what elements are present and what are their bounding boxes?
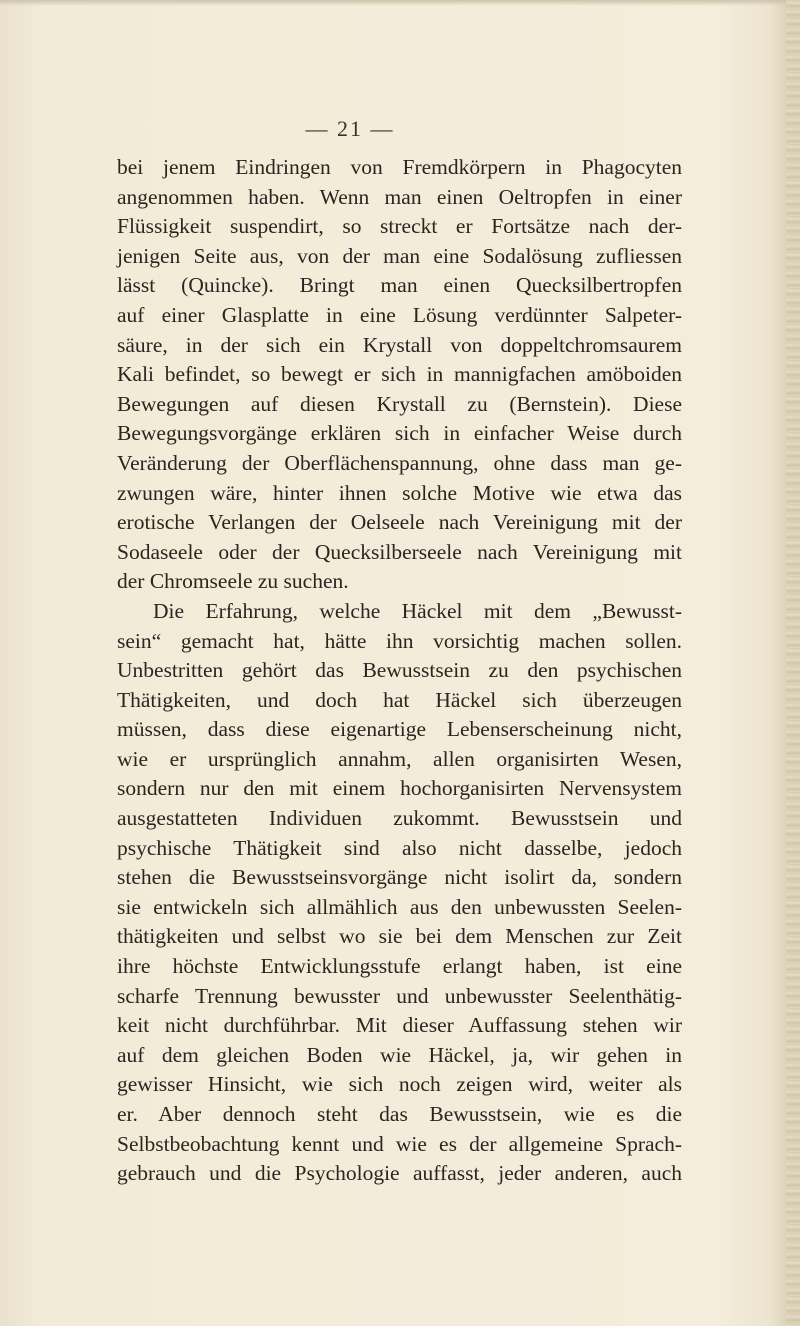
- text-line: auf dem gleichen Boden wie Häckel, ja, wir gehen in: [117, 1042, 682, 1067]
- text-line: Bewegungsvorgänge erklären sich in einfacher Weise durch: [117, 421, 682, 446]
- page-binding-edge: [786, 0, 800, 1326]
- text-line: ausgestatteten Individuen zukommt. Bewusstsein und: [117, 806, 682, 831]
- text-line: Sodaseele oder der Quecksilberseele nach Vereinigung mit: [117, 539, 682, 564]
- page-top-edge: [0, 0, 800, 6]
- text-line: Selbstbeobachtung kennt und wie es der allgemeine Sprach-: [117, 1131, 682, 1156]
- text-line: auf einer Glasplatte in eine Lösung verdünnter Salpeter-: [117, 302, 682, 327]
- text-line: säure, in der sich ein Krystall von doppeltchromsaurem: [117, 332, 682, 357]
- text-line: psychische Thätigkeit sind also nicht dasselbe, jedoch: [117, 835, 682, 860]
- text-line: erotische Verlangen der Oelseele nach Vereinigung mit der: [117, 510, 682, 535]
- text-line: ihre höchste Entwicklungsstufe erlangt haben, ist eine: [117, 954, 682, 979]
- text-line: bei jenem Eindringen von Fremdkörpern in Phagocyten: [117, 155, 682, 179]
- text-line: zwungen wäre, hinter ihnen solche Motive wie etwa das: [117, 480, 682, 505]
- text-line: sie entwickeln sich allmählich aus den unbewussten Seelen-: [117, 894, 682, 919]
- text-line: Bewegungen auf diesen Krystall zu (Bernstein). Diese: [117, 391, 682, 416]
- text-line: gebrauch und die Psychologie auffasst, jeder anderen, auch: [117, 1161, 682, 1186]
- text-line: Unbestritten gehört das Bewusstsein zu den psychischen: [117, 658, 682, 683]
- paragraph-start-line: Die Erfahrung, welche Häckel mit dem „Bewusst-: [153, 598, 682, 623]
- text-line: keit nicht durchführbar. Mit dieser Auffassung stehen wir: [117, 1013, 682, 1038]
- text-line: thätigkeiten und selbst wo sie bei dem Menschen zur Zeit: [117, 924, 682, 949]
- paragraph-end-line: der Chromseele zu suchen.: [117, 569, 349, 594]
- text-line: müssen, dass diese eigenartige Lebenserscheinung nicht,: [117, 717, 682, 742]
- text-line: gewisser Hinsicht, wie sich noch zeigen wird, weiter als: [117, 1072, 682, 1097]
- text-line: wie er ursprünglich annahm, allen organisirten Wesen,: [117, 746, 682, 771]
- text-line: scharfe Trennung bewusster und unbewusster Seelenthätig-: [117, 983, 682, 1008]
- text-line: stehen die Bewusstseinsvorgänge nicht isolirt da, sondern: [117, 865, 682, 890]
- text-line: Flüssigkeit suspendirt, so streckt er Fortsätze nach der-: [117, 214, 682, 239]
- text-line: Veränderung der Oberflächenspannung, ohne dass man ge-: [117, 450, 682, 475]
- text-line: er. Aber dennoch steht das Bewusstsein, wie es die: [117, 1102, 682, 1126]
- text-line: lässt (Quincke). Bringt man einen Quecksilbertropfen: [117, 273, 682, 298]
- text-line: jenigen Seite aus, von der man eine Sodalösung zufliessen: [117, 243, 682, 268]
- text-line: sein“ gemacht hat, hätte ihn vorsichtig machen sollen.: [117, 628, 682, 653]
- text-line: sondern nur den mit einem hochorganisirten Nervensystem: [117, 776, 682, 801]
- page-number: — 21 —: [305, 116, 395, 141]
- text-line: Kali befindet, so bewegt er sich in mannigfachen amöboiden: [117, 362, 682, 387]
- text-line: angenommen haben. Wenn man einen Oeltropfen in einer: [117, 184, 682, 209]
- body-text: [117, 153, 682, 1189]
- text-line: Thätigkeiten, und doch hat Häckel sich überzeugen: [117, 687, 682, 712]
